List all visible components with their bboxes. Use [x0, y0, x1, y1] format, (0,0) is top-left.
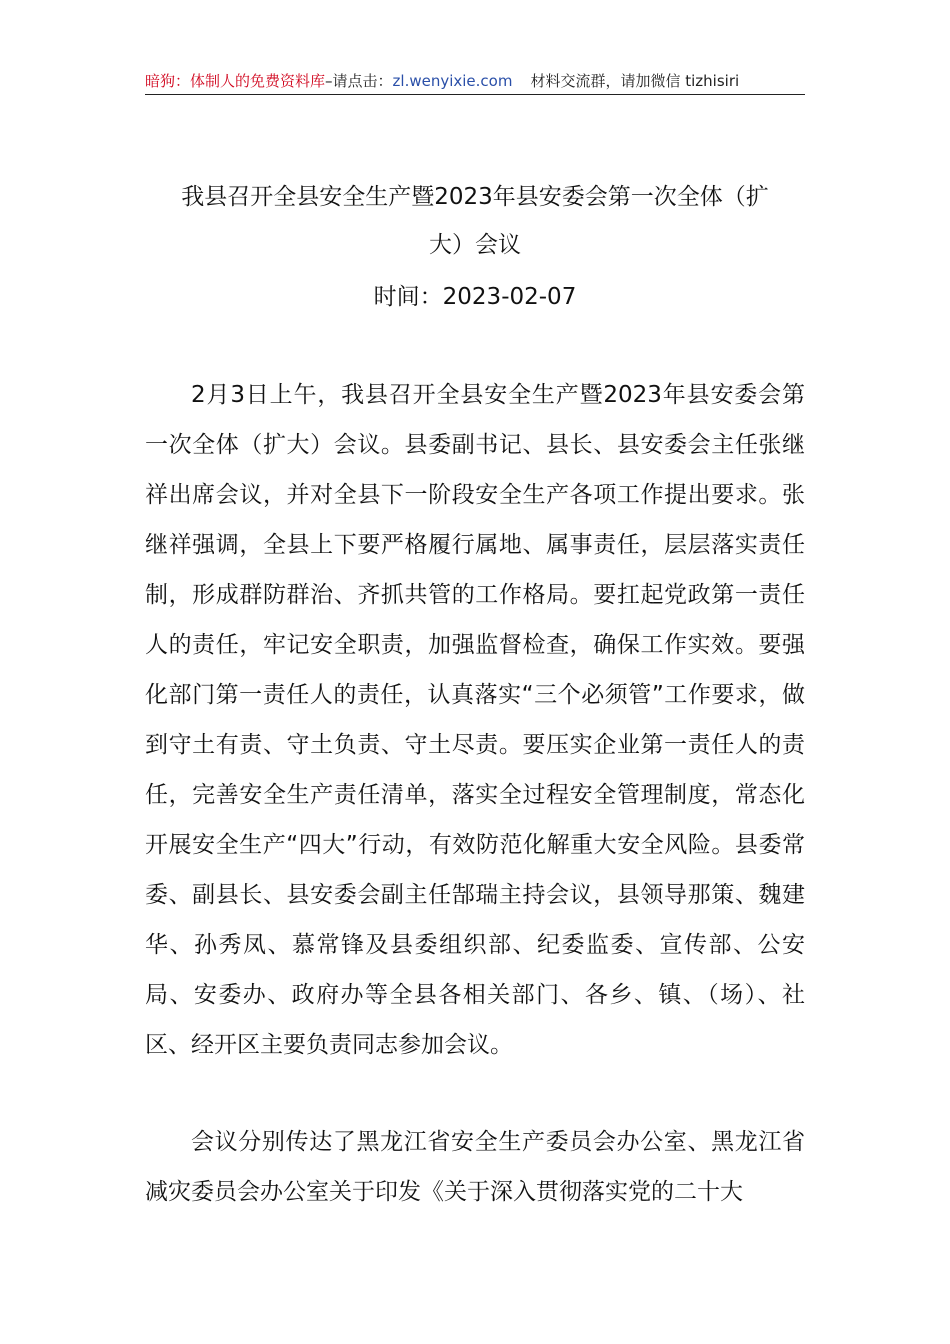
- document-title-line-1: 我县召开全县安全生产暨2023年县安委会第一次全体（扩: [181, 184, 769, 210]
- click-prompt: –请点击：: [325, 72, 393, 90]
- page-header: [145, 70, 805, 95]
- document-title-line-2: 大）会议: [429, 232, 521, 258]
- body-paragraph-1: 2月3日上午，我县召开全县安全生产暨2023年县安委会第一次全体（扩大）会议。县委副书记、县长、县安委会主任张继祥出席会议，并对全县下一阶段安全生产各项工作提出要求。张继祥强调，全县上下要严格履行属地、属事责任，层层落实责任制，形成群防群治、齐抓共管的工作格局。要扛起党政第一责任人的责任，牢记安全职责，加强监督检查，确保工作实效。要强化部门第一责任人的责任，认真落实“三个必须管”工作要求，做到守土有责、守土负责、守土尽责。要压实企业第一责任人的责任，完善安全生产责任清单，落实全过程安全管理制度，常态化开展安全生产“四大”行动，有效防范化解重大安全风险。县委常委、副县长、县安委会副主任郜瑞主持会议，县领导那策、魏建华、孙秀凤、慕常锋及县委组织部、纪委监委、宣传部、公安局、安委办、政府办等全县各相关部门、各乡、镇、（场）、社区、经开区主要负责同志参加会议。: [145, 382, 805, 1058]
- document-date: 时间：2023-02-07: [373, 284, 577, 310]
- body-paragraph-2: 会议分别传达了黑龙江省安全生产委员会办公室、黑龙江省减灾委员会办公室关于印发《关于深入贯彻落实党的二十大: [145, 1129, 805, 1205]
- site-label: 暗狗：体制人的免费资料库: [145, 72, 326, 90]
- group-note: 材料交流群，请加微信 tizhisiri: [530, 72, 740, 90]
- site-url-link[interactable]: zl.wenyixie.com: [392, 72, 513, 90]
